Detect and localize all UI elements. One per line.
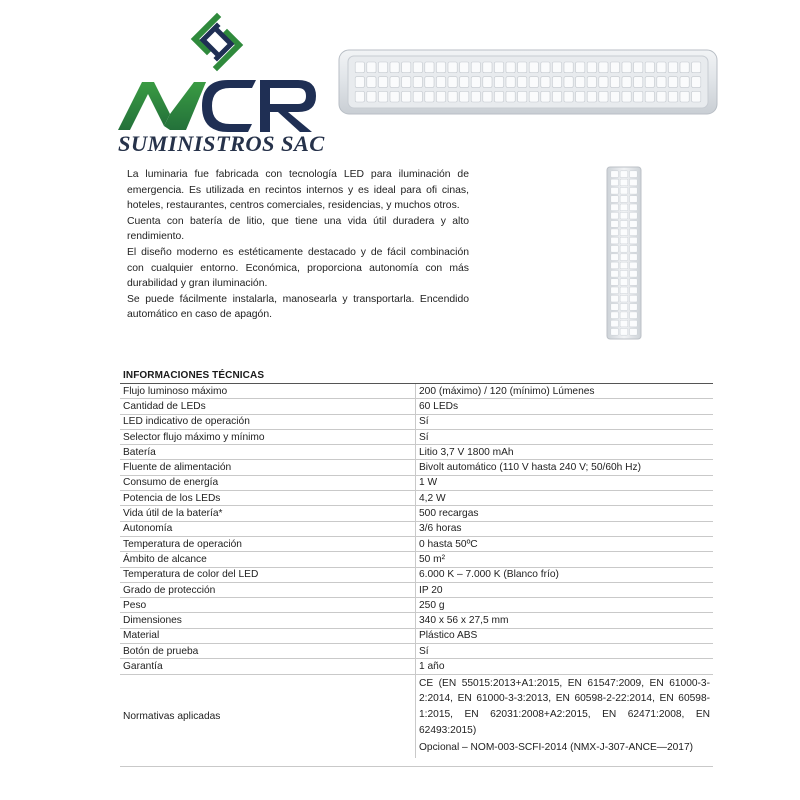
led-cell [460, 62, 469, 73]
led-cell [587, 77, 596, 88]
led-cell [620, 295, 628, 302]
spec-value: IP 20 [416, 582, 714, 597]
led-cell [611, 304, 619, 311]
led-cell [611, 221, 619, 228]
led-cell [622, 77, 631, 88]
spec-label: Material [120, 628, 416, 643]
led-cell [436, 77, 445, 88]
spec-row [120, 460, 713, 475]
spec-row [120, 506, 713, 521]
led-cell [611, 229, 619, 236]
specs-title: INFORMACIONES TÉCNICAS [123, 370, 265, 381]
led-cell [611, 329, 619, 336]
spec-row [120, 536, 713, 551]
led-cell [620, 270, 628, 277]
table-bottom-rule [120, 766, 713, 767]
led-emergency-light-horizontal-image [338, 48, 718, 116]
spec-value: Sí [416, 429, 714, 444]
led-cell [529, 91, 538, 102]
led-cell [506, 91, 515, 102]
logo-letter-m [118, 82, 206, 130]
led-cell [645, 77, 654, 88]
logo-diamond-icon [187, 12, 247, 72]
led-cell [610, 91, 619, 102]
led-cell [630, 295, 638, 302]
led-cell [471, 62, 480, 73]
spec-row [120, 445, 713, 460]
led-cell [692, 91, 701, 102]
led-cell [599, 91, 608, 102]
led-cell [620, 304, 628, 311]
led-cell [668, 62, 677, 73]
led-cell [541, 91, 550, 102]
led-cell [413, 77, 422, 88]
led-cell [552, 91, 561, 102]
logo-subtitle: SUMINISTROS SAC [118, 131, 325, 156]
led-cell [425, 62, 434, 73]
led-cell [657, 77, 666, 88]
spec-value: 200 (máximo) / 120 (mínimo) Lúmenes [416, 384, 714, 399]
product-description [127, 167, 469, 323]
spec-row [120, 628, 713, 643]
led-cell [611, 237, 619, 244]
led-cell [680, 77, 689, 88]
spec-label: Potencia de los LEDs [120, 491, 416, 506]
led-cell [630, 171, 638, 178]
description-paragraph: Se puede fácilmente instalarla, manosearla y transportarla. Encendido automático en caso de apagón. [127, 293, 469, 321]
spec-value-normativas [416, 674, 714, 757]
specs-table [120, 383, 713, 758]
led-cell [367, 91, 376, 102]
spec-value: 340 x 56 x 27,5 mm [416, 613, 714, 628]
led-cell [576, 62, 585, 73]
spec-value: Plástico ABS [416, 628, 714, 643]
led-cell [611, 246, 619, 253]
led-cell [460, 77, 469, 88]
led-cell [483, 77, 492, 88]
led-cell [448, 77, 457, 88]
led-cell [630, 187, 638, 194]
led-cell [367, 62, 376, 73]
led-cell [630, 246, 638, 253]
led-cell [413, 62, 422, 73]
led-cell [448, 62, 457, 73]
spec-label: Consumo de energía [120, 475, 416, 490]
led-cell [611, 270, 619, 277]
led-cell [599, 77, 608, 88]
led-cell [620, 320, 628, 327]
led-cell [692, 77, 701, 88]
led-cell [413, 91, 422, 102]
spec-row [120, 429, 713, 444]
spec-label: Batería [120, 445, 416, 460]
led-cell [355, 77, 364, 88]
led-cell [355, 62, 364, 73]
spec-row [120, 521, 713, 536]
led-cell [378, 91, 387, 102]
led-cell [620, 171, 628, 178]
led-cell [630, 179, 638, 186]
led-cell [680, 62, 689, 73]
led-cell [630, 304, 638, 311]
led-cell [541, 62, 550, 73]
led-cell [471, 77, 480, 88]
description-paragraph: La luminaria fue fabricada con tecnología LED para iluminación de emergencia. Es utilizada en recintos internos y es ideal para ofi cinas, hoteles, restaurantes, centros comerciales, residencias, y muchos otros. [127, 169, 469, 212]
led-cell [506, 62, 515, 73]
led-cell [620, 229, 628, 236]
spec-row [120, 659, 713, 674]
spec-label: Vida útil de la batería* [120, 506, 416, 521]
led-cell [564, 77, 573, 88]
led-cell [355, 91, 364, 102]
normativas-optional: Opcional – NOM-003-SCFI-2014 (NMX-J-307-ANCE—2017) [419, 741, 694, 753]
led-cell [611, 254, 619, 261]
led-cell [483, 62, 492, 73]
led-cell [576, 91, 585, 102]
led-cell [518, 91, 527, 102]
led-cell [611, 287, 619, 294]
led-cell [630, 312, 638, 319]
spec-value: 1 año [416, 659, 714, 674]
led-cell [494, 62, 503, 73]
led-cell [620, 279, 628, 286]
led-cell [518, 77, 527, 88]
led-cell [668, 77, 677, 88]
description-paragraph: Cuenta con batería de litio, que tiene una vida útil duradera y alto rendimiento. [127, 215, 469, 243]
led-cell [436, 62, 445, 73]
led-cell [611, 187, 619, 194]
led-cell [668, 91, 677, 102]
led-cell [620, 221, 628, 228]
spec-label: Autonomía [120, 521, 416, 536]
led-cell [630, 329, 638, 336]
led-cell [692, 62, 701, 73]
led-cell [630, 221, 638, 228]
spec-value: 3/6 horas [416, 521, 714, 536]
led-cell [471, 91, 480, 102]
led-cell [494, 77, 503, 88]
led-cell [622, 62, 631, 73]
led-cell [620, 312, 628, 319]
led-cell [494, 91, 503, 102]
description-paragraph: El diseño moderno es estéticamente destacado y de fácil combinación con cualquier entorno. Económica, proporciona autonomía con más durabilidad y gran iluminación. [127, 246, 469, 290]
spec-row [120, 491, 713, 506]
led-cell [680, 91, 689, 102]
led-cell [630, 204, 638, 211]
led-cell [587, 62, 596, 73]
spec-row [120, 613, 713, 628]
led-cell [620, 204, 628, 211]
spec-value: 50 m² [416, 552, 714, 567]
spec-value: 1 W [416, 475, 714, 490]
spec-label: Fluente de alimentación [120, 460, 416, 475]
led-cell [378, 62, 387, 73]
spec-label: Ámbito de alcance [120, 552, 416, 567]
led-cell [620, 254, 628, 261]
led-cell [425, 77, 434, 88]
led-cell [630, 254, 638, 261]
spec-label: Grado de protección [120, 582, 416, 597]
led-cell [611, 320, 619, 327]
spec-row [120, 582, 713, 597]
spec-row [120, 475, 713, 490]
led-cell [634, 77, 643, 88]
led-cell [378, 77, 387, 88]
led-cell [645, 91, 654, 102]
spec-row-normativas [120, 674, 713, 757]
led-cell [367, 77, 376, 88]
led-cell [610, 62, 619, 73]
spec-label: Temperatura de color del LED [120, 567, 416, 582]
spec-value: Bivolt automático (110 V hasta 240 V; 50/60h Hz) [416, 460, 714, 475]
spec-value: 6.000 K – 7.000 K (Blanco frío) [416, 567, 714, 582]
led-cell [611, 262, 619, 269]
led-cell [611, 295, 619, 302]
spec-label: Normativas aplicadas [120, 674, 416, 757]
led-cell [620, 187, 628, 194]
led-cell [402, 62, 411, 73]
led-cell [460, 91, 469, 102]
led-cell [620, 179, 628, 186]
led-cell [599, 62, 608, 73]
spec-row [120, 414, 713, 429]
led-cell [630, 212, 638, 219]
spec-value: Sí [416, 414, 714, 429]
led-cell [518, 62, 527, 73]
led-cell [506, 77, 515, 88]
led-cell [611, 212, 619, 219]
brand-logo [112, 10, 327, 160]
normativas-ce: CE (EN 55015:2013+A1:2015, EN 61547:2009, EN 61000-3-2:2014, EN 61000-3-3:2013, EN 60598-2-22:2014, EN 60598-1:2015, EN 62031:2008+A2:2015, EN 62471:2008, EN 62493:2015) [419, 677, 710, 737]
led-cell [611, 312, 619, 319]
led-cell [436, 91, 445, 102]
spec-label: Cantidad de LEDs [120, 399, 416, 414]
led-cell [564, 91, 573, 102]
led-cell [630, 229, 638, 236]
led-cell [552, 62, 561, 73]
logo-mcr-wordmark [112, 74, 322, 138]
led-cell [390, 62, 399, 73]
led-cell [610, 77, 619, 88]
led-cell [402, 77, 411, 88]
logo-letter-r [260, 80, 316, 132]
led-cell [587, 91, 596, 102]
spec-row [120, 598, 713, 613]
spec-value: 500 recargas [416, 506, 714, 521]
spec-value: 250 g [416, 598, 714, 613]
spec-label: Botón de prueba [120, 644, 416, 659]
spec-value: 60 LEDs [416, 399, 714, 414]
led-cell [552, 77, 561, 88]
led-cell [611, 196, 619, 203]
led-cell [630, 262, 638, 269]
led-cell [634, 62, 643, 73]
led-cell [622, 91, 631, 102]
led-cell [483, 91, 492, 102]
led-cell [630, 237, 638, 244]
led-cell [402, 91, 411, 102]
spec-row [120, 384, 713, 399]
led-cell [541, 77, 550, 88]
led-cell [620, 212, 628, 219]
spec-value: Litio 3,7 V 1800 mAh [416, 445, 714, 460]
led-cell [390, 77, 399, 88]
led-cell [620, 262, 628, 269]
led-cell [657, 62, 666, 73]
spec-label: Selector flujo máximo y mínimo [120, 429, 416, 444]
led-cell [611, 204, 619, 211]
led-cell [611, 171, 619, 178]
led-cell [630, 270, 638, 277]
led-cell [529, 77, 538, 88]
led-cell [620, 237, 628, 244]
led-cell [425, 91, 434, 102]
spec-value: Sí [416, 644, 714, 659]
led-cell [630, 287, 638, 294]
spec-label: Flujo luminoso máximo [120, 384, 416, 399]
spec-row [120, 644, 713, 659]
spec-label: Garantía [120, 659, 416, 674]
led-cell [630, 196, 638, 203]
led-cell [611, 279, 619, 286]
led-cell [620, 246, 628, 253]
spec-value: 4,2 W [416, 491, 714, 506]
spec-row [120, 399, 713, 414]
spec-value: 0 hasta 50ºC [416, 536, 714, 551]
led-cell [611, 179, 619, 186]
led-cell [657, 91, 666, 102]
spec-label: Peso [120, 598, 416, 613]
led-cell [448, 91, 457, 102]
spec-label: LED indicativo de operación [120, 414, 416, 429]
led-cell [529, 62, 538, 73]
logo-letter-c [202, 80, 256, 132]
led-cell [620, 196, 628, 203]
spec-label: Temperatura de operación [120, 536, 416, 551]
led-cell [630, 279, 638, 286]
led-cell [390, 91, 399, 102]
led-cell [634, 91, 643, 102]
led-cell [620, 329, 628, 336]
spec-row [120, 567, 713, 582]
led-cell [620, 287, 628, 294]
led-cell [645, 62, 654, 73]
led-cell [630, 320, 638, 327]
spec-label: Dimensiones [120, 613, 416, 628]
led-cell [576, 77, 585, 88]
led-emergency-light-vertical-image [606, 166, 642, 340]
led-cell [564, 62, 573, 73]
spec-row [120, 552, 713, 567]
